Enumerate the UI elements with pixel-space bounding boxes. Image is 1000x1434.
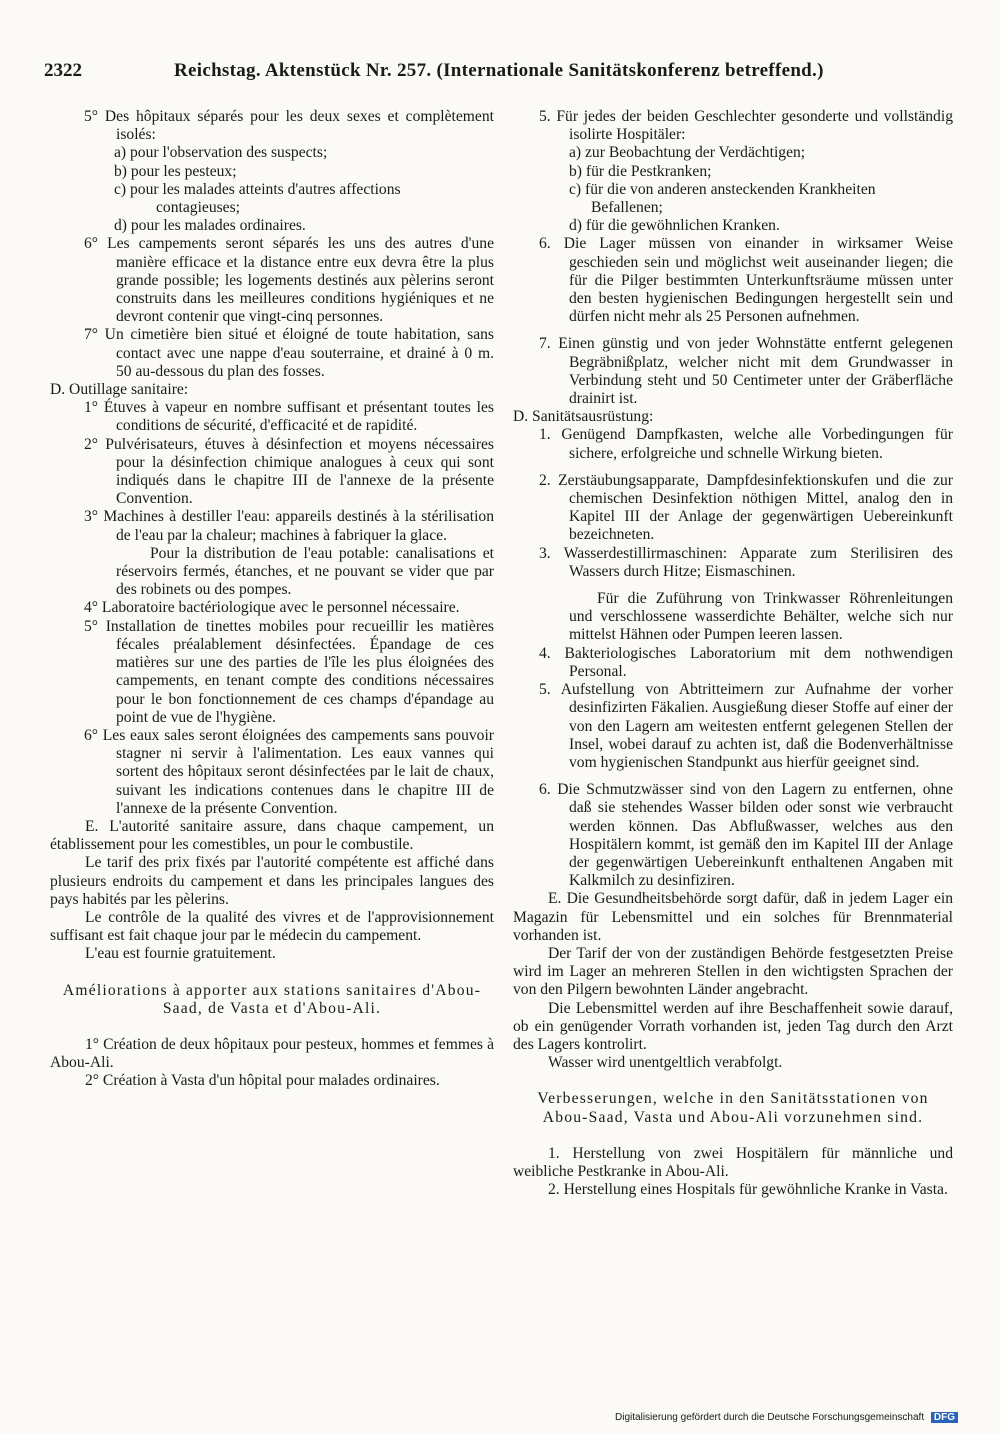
paragraph: 2. Herstellung eines Hospitals für gewöhnliche Kranke in Vasta. xyxy=(548,1181,948,1199)
paragraph: 3. Wasserdestillirmaschinen: Apparate zum Sterilisiren des Wassers durch Hitze; Eismaschinen. xyxy=(539,544,953,580)
german-column xyxy=(513,108,953,1199)
paragraph: b) pour les pesteux; xyxy=(114,162,237,180)
section-heading: D. Sanitätsausrüstung: xyxy=(513,408,654,426)
paragraph: 4° Laboratoire bactériologique avec le personnel nécessaire. xyxy=(84,599,460,617)
paragraph: 2. Zerstäubungsapparate, Dampfdesinfektionskufen und die zur chemischen Desinfektion nöthigen Mittel, analog den in Kapitel III der Anlage der gegenwärtigen Uebereinkunft bezeichneten. xyxy=(539,471,953,544)
paragraph: a) pour l'observation des suspects; xyxy=(114,144,328,162)
section-heading: Améliorations à apporter aux stations sanitaires d'Abou-Saad, de Vasta et d'Abou-Ali. xyxy=(62,981,482,1017)
paragraph: Die Lebensmittel werden auf ihre Beschaffenheit sowie darauf, ob ein genügender Vorrath vorhanden ist, jeden Tag durch den Arzt des Lagers kontrolirt. xyxy=(513,999,953,1053)
credit-text: Digitalisierung gefördert durch die Deutsche Forschungsgemeinschaft xyxy=(615,1412,925,1423)
paragraph: 1° Étuves à vapeur en nombre suffisant et présentant toutes les conditions de sécurité, d'efficacité et de rapidité. xyxy=(84,399,494,435)
paragraph: 7. Einen günstig und von jeder Wohnstätte entfernt gelegenen Begräbnißplatz, welcher nicht mit dem Grundwasser in Verbindung steht und 50 Centimeter unter der Gräberfläche drainirt ist. xyxy=(539,335,953,408)
paragraph: 6. Die Lager müssen von einander in wirksamer Weise geschieden sein und möglichst weit auseinander liegen; die für die Pilger bestimmten Unterkunftsräume müssen unter den besten hygienischen Bedingungen hergestellt sein und dürfen nicht mehr als 25 Personen aufnehmen. xyxy=(539,235,953,326)
digitization-credit xyxy=(615,1412,958,1423)
paragraph: c) für die von anderen ansteckenden Krankheiten xyxy=(569,180,876,198)
page-number: 2322 xyxy=(44,60,82,81)
paragraph: d) für die gewöhnlichen Kranken. xyxy=(569,217,780,235)
paragraph: 2° Pulvérisateurs, étuves à désinfection et moyens nécessaires pour la désinfection chimique analogues à ceux qui sont indiqués dans le chapitre III de l'annexe de la présente Convention. xyxy=(84,435,494,508)
paragraph: Le tarif des prix fixés par l'autorité compétente est affiché dans plusieurs endroits du campement et dans les principales langues des pays habités par les pèlerins. xyxy=(50,854,494,908)
paragraph: Wasser wird unentgeltlich verabfolgt. xyxy=(548,1054,783,1072)
paragraph: 5° Installation de tinettes mobiles pour recueillir les matières fécales préalablement désinfectées. Épandage de ces matières sur une des parties de l'île les plus éloignées des campements, en tenant compte des conditions nécessaires pour le bon fonctionnement de ces champs d'épandage au point de vue de l'hygiène. xyxy=(84,617,494,726)
paragraph: Pour la distribution de l'eau potable: canalisations et réservoirs fermés, étanches, et ne pouvant se vider que par des robinets ou des pompes. xyxy=(116,544,494,599)
dfg-logo: DFG xyxy=(931,1412,958,1423)
french-column xyxy=(50,108,494,1091)
paragraph: Le contrôle de la qualité des vivres et de l'approvisionnement suffisant est fait chaque jour par le médecin du campement. xyxy=(50,908,494,945)
paragraph: 5. Aufstellung von Abtritteimern zur Aufnahme der vorher desinfizirten Fäkalien. Ausgießung dieser Stoffe auf einer der von den Lagern am weitesten entfernt gelegenen Stellen der Insel, wobei darauf zu achten ist, daß die Bodenverhältnisse vom hygienischen Standpunkt aus hierfür geeignet sind. xyxy=(539,681,953,771)
paragraph: 5. Für jedes der beiden Geschlechter gesonderte und vollständig isolirte Hospitäler: xyxy=(539,108,953,144)
paragraph: Befallenen; xyxy=(591,199,663,217)
paragraph: 1° Création de deux hôpitaux pour pesteux, hommes et femmes à Abou-Ali. xyxy=(50,1035,494,1072)
paragraph: contagieuses; xyxy=(156,199,241,217)
paragraph: L'eau est fournie gratuitement. xyxy=(85,945,276,963)
paragraph: a) zur Beobachtung der Verdächtigen; xyxy=(569,144,806,162)
paragraph: 3° Machines à destiller l'eau: appareils destinés à la stérilisation de l'eau par la chaleur; machines à fabriquer la glace. xyxy=(84,508,494,544)
page-header xyxy=(44,60,956,86)
paragraph: 2° Création à Vasta d'un hôpital pour malades ordinaires. xyxy=(85,1072,440,1090)
paragraph: 4. Bakteriologisches Laboratorium mit dem nothwendigen Personal. xyxy=(539,644,953,680)
paragraph: 6° Les campements seront séparés les uns des autres d'une manière efficace et la distance entre eux devra être la plus grande possible; les logements destinés aux pèlerins seront construits dans les meilleures conditions hygiéniques et ne devront contenir que vingt-cinq personnes. xyxy=(84,235,494,326)
section-heading: D. Outillage sanitaire: xyxy=(50,381,189,399)
paragraph: b) für die Pestkranken; xyxy=(569,162,712,180)
paragraph: d) pour les malades ordinaires. xyxy=(114,217,306,235)
paragraph: E. Die Gesundheitsbehörde sorgt dafür, daß in jedem Lager ein Magazin für Lebensmittel und ein solches für Brennmaterial vorhanden ist. xyxy=(513,890,953,944)
paragraph: c) pour les malades atteints d'autres affections xyxy=(114,180,401,198)
paragraph: 7° Un cimetière bien situé et éloigné de toute habitation, sans contact avec une nappe d'eau souterraine, et drainé à 0 m. 50 au-dessous du plan des fosses. xyxy=(84,326,494,380)
running-title: Reichstag. Aktenstück Nr. 257. (Internationale Sanitätskonferenz betreffend.) xyxy=(174,60,824,81)
paragraph: 6. Die Schmutzwässer sind von den Lagern zu entfernen, ohne daß sie stehendes Wasser bilden oder sonst wie verbraucht werden können. Das Abflußwasser, welches aus den Hospitälern kommt, ist gemäß den im Kapitel III der Anlage der gegenwärtigen Uebereinkunft enthaltenen Angaben mit Kalkmilch zu desinfiziren. xyxy=(539,781,953,890)
paragraph: E. L'autorité sanitaire assure, dans chaque campement, un établissement pour les comestibles, un pour le combustile. xyxy=(50,817,494,854)
paragraph: 5° Des hôpitaux séparés pour les deux sexes et complètement isolés: xyxy=(84,108,494,144)
paragraph: 1. Herstellung von zwei Hospitälern für männliche und weibliche Pestkranke in Abou-Ali. xyxy=(513,1144,953,1180)
paragraph: Der Tarif der von der zuständigen Behörde festgesetzten Preise wird im Lager an mehreren Stellen in den wichtigsten Sprachen der von den Pilgern bewohnten Länder angebracht. xyxy=(513,944,953,999)
paragraph: 1. Genügend Dampfkasten, welche alle Vorbedingungen für sichere, erfolgreiche und schnelle Wirkung bieten. xyxy=(539,426,953,462)
paragraph: Für die Zuführung von Trinkwasser Röhrenleitungen und verschlossene wasserdichte Behälter, welche sich nur mittelst Hähnen oder Pumpen leeren lassen. xyxy=(569,590,953,644)
section-heading: Verbesserungen, welche in den Sanitätsstationen von Abou-Saad, Vasta und Abou-Ali vorzunehmen sind. xyxy=(537,1090,929,1126)
paragraph: 6° Les eaux sales seront éloignées des campements sans pouvoir stagner ni servir à l'alimentation. Les eaux vannes qui sortent des hôpitaux seront désinfectées par le lait de chaux, suivant les indications contenues dans le chapitre III de l'annexe de la présente Convention. xyxy=(84,726,494,817)
